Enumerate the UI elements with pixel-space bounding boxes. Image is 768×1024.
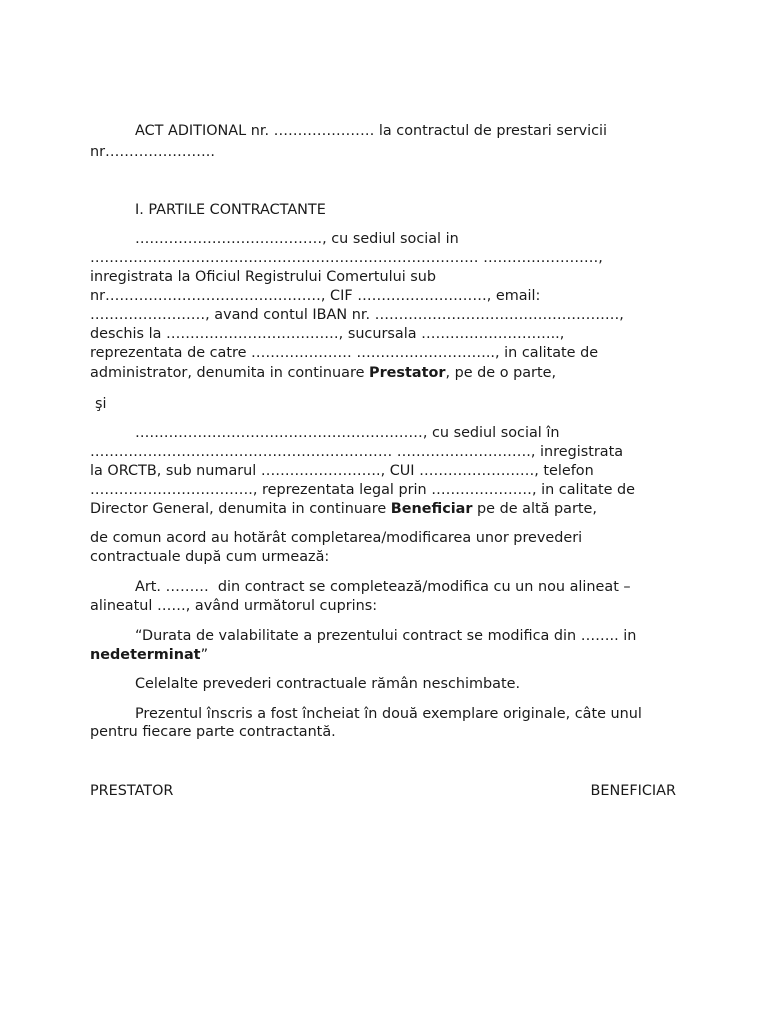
party1-line-5: ……………………, avand contul IBAN nr. ……………………………………………,	[90, 307, 624, 323]
party2-line-4: ……………………………., reprezentata legal prin …………………, in calitate de	[90, 482, 636, 498]
prestator-term: Prestator	[369, 365, 446, 381]
agreement-line-1: de comun acord au hotărât completarea/modificarea unor prevederi	[90, 530, 583, 546]
article-line-2: alineatul ……, având următorul cuprins:	[90, 598, 378, 614]
unchanged-provisions: Celelalte prevederi contractuale rămân neschimbate.	[135, 676, 521, 692]
party2-line-1: ……………………………………………………, cu sediul social în	[135, 425, 560, 441]
closing-line-1: Prezentul înscris a fost încheiat în două exemplare originale, câte unul	[135, 706, 642, 722]
party1-line-4: nr………………………………………, CIF ………………………, email:	[90, 288, 541, 304]
party1-line-6: deschis la ………………………………, sucursala ………………………..,	[90, 326, 565, 342]
party1-line-1: …………………………………, cu sediul social in	[135, 231, 459, 247]
party2-line-5-text: Director General, denumita in continuare	[90, 501, 391, 517]
party1-line-8-text: administrator, denumita in continuare	[90, 365, 370, 381]
agreement-line-2: contractuale după cum urmează:	[90, 549, 330, 565]
party1-line-7: reprezentata de catre ………………… ……………………….., in calitate de	[90, 345, 599, 361]
document-title-line-2: nr…………………..	[90, 144, 215, 160]
document-title-line-1: ACT ADITIONAL nr. ………………… la contractul de prestari servicii	[135, 123, 608, 139]
party1-line-2: ……………………………………………………………………… ……………………,	[90, 250, 603, 266]
clause-line-1: “Durata de valabilitate a prezentului contract se modifica din …….. in	[135, 628, 637, 644]
party2-line-3: la ORCTB, sub numarul ……………………., CUI ……………………, telefon	[90, 463, 594, 479]
clause-close-quote: ”	[200, 647, 209, 663]
signature-beneficiar: BENEFICIAR	[590, 783, 676, 799]
nedeterminat-term: nedeterminat	[90, 647, 201, 663]
clause-line-2	[90, 646, 208, 664]
party1-line-3: inregistrata la Oficiul Registrului Comertului sub	[90, 269, 437, 285]
party2-line-5-end: pe de altă parte,	[472, 501, 597, 517]
closing-line-2: pentru fiecare parte contractantă.	[90, 724, 336, 740]
beneficiar-term: Beneficiar	[390, 501, 473, 517]
conjunction: şi	[95, 396, 107, 412]
party2-line-5	[90, 500, 597, 518]
section-heading: I. PARTILE CONTRACTANTE	[135, 202, 326, 218]
party1-line-8-end: , pe de o parte,	[445, 365, 557, 381]
article-line-1: Art. ……… din contract se completează/modifica cu un nou alineat –	[135, 579, 631, 595]
signature-prestator: PRESTATOR	[90, 783, 174, 799]
party2-line-2: ……………………………………………………… ………………………., inregistrata	[90, 444, 624, 460]
party1-line-8	[90, 364, 556, 382]
